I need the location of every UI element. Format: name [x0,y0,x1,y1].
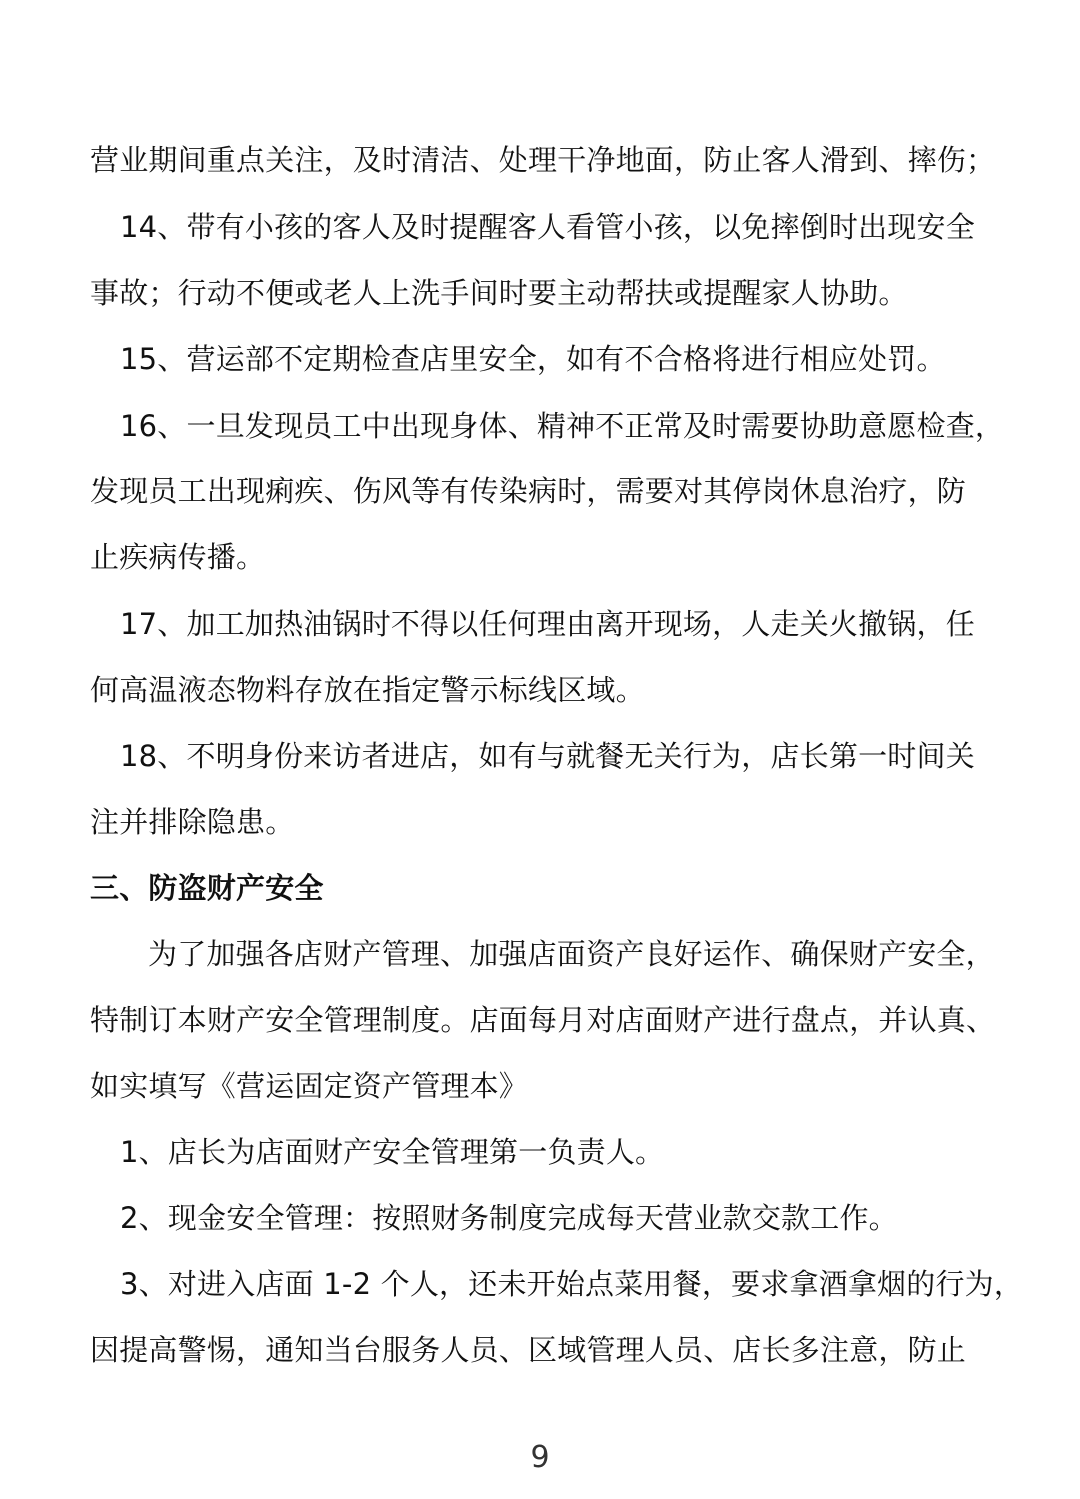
paragraph-line: 特制订本财产安全管理制度。店面每月对店面财产进行盘点，并认真、 [90,1003,996,1037]
text-line: 事故；行动不便或老人上洗手间时要主动帮扶或提醒家人协助。 [90,276,908,310]
text-line: 营业期间重点关注，及时清洁、处理干净地面，防止客人滑到、摔伤； [90,143,996,177]
list-item-3: 3、对进入店面 1-2 个人，还未开始点菜用餐，要求拿酒拿烟的行为， [120,1267,1024,1301]
list-item-18: 18、不明身份来访者进店，如有与就餐无关行为，店长第一时间关 [120,739,975,773]
list-item-2: 2、现金安全管理：按照财务制度完成每天营业款交款工作。 [120,1201,898,1235]
page-number: 9 [530,1440,550,1475]
text-line: 发现员工出现痢疾、伤风等有传染病时，需要对其停岗休息治疗，防 [90,474,967,508]
list-item-16: 16、一旦发现员工中出现身体、精神不正常及时需要协助意愿检查， [120,409,1005,443]
list-item-15: 15、营运部不定期检查店里安全，如有不合格将进行相应处罚。 [120,342,946,376]
text-line: 因提高警惕，通知当台服务人员、区域管理人员、店长多注意，防止 [90,1333,967,1367]
list-item-14: 14、带有小孩的客人及时提醒客人看管小孩，以免摔倒时出现安全 [120,210,975,244]
section-heading: 三、防盗财产安全 [90,871,324,905]
text-line: 注并排除隐患。 [90,805,295,839]
list-item-1: 1、店长为店面财产安全管理第一负责人。 [120,1135,665,1169]
text-line: 何高温液态物料存放在指定警示标线区域。 [90,673,645,707]
text-line: 止疾病传播。 [90,540,266,574]
paragraph-line: 如实填写《营运固定资产管理本》 [90,1069,529,1103]
paragraph-line: 为了加强各店财产管理、加强店面资产良好运作、确保财产安全， [148,937,995,971]
list-item-17: 17、加工加热油锅时不得以任何理由离开现场，人走关火撤锅，任 [120,607,975,641]
